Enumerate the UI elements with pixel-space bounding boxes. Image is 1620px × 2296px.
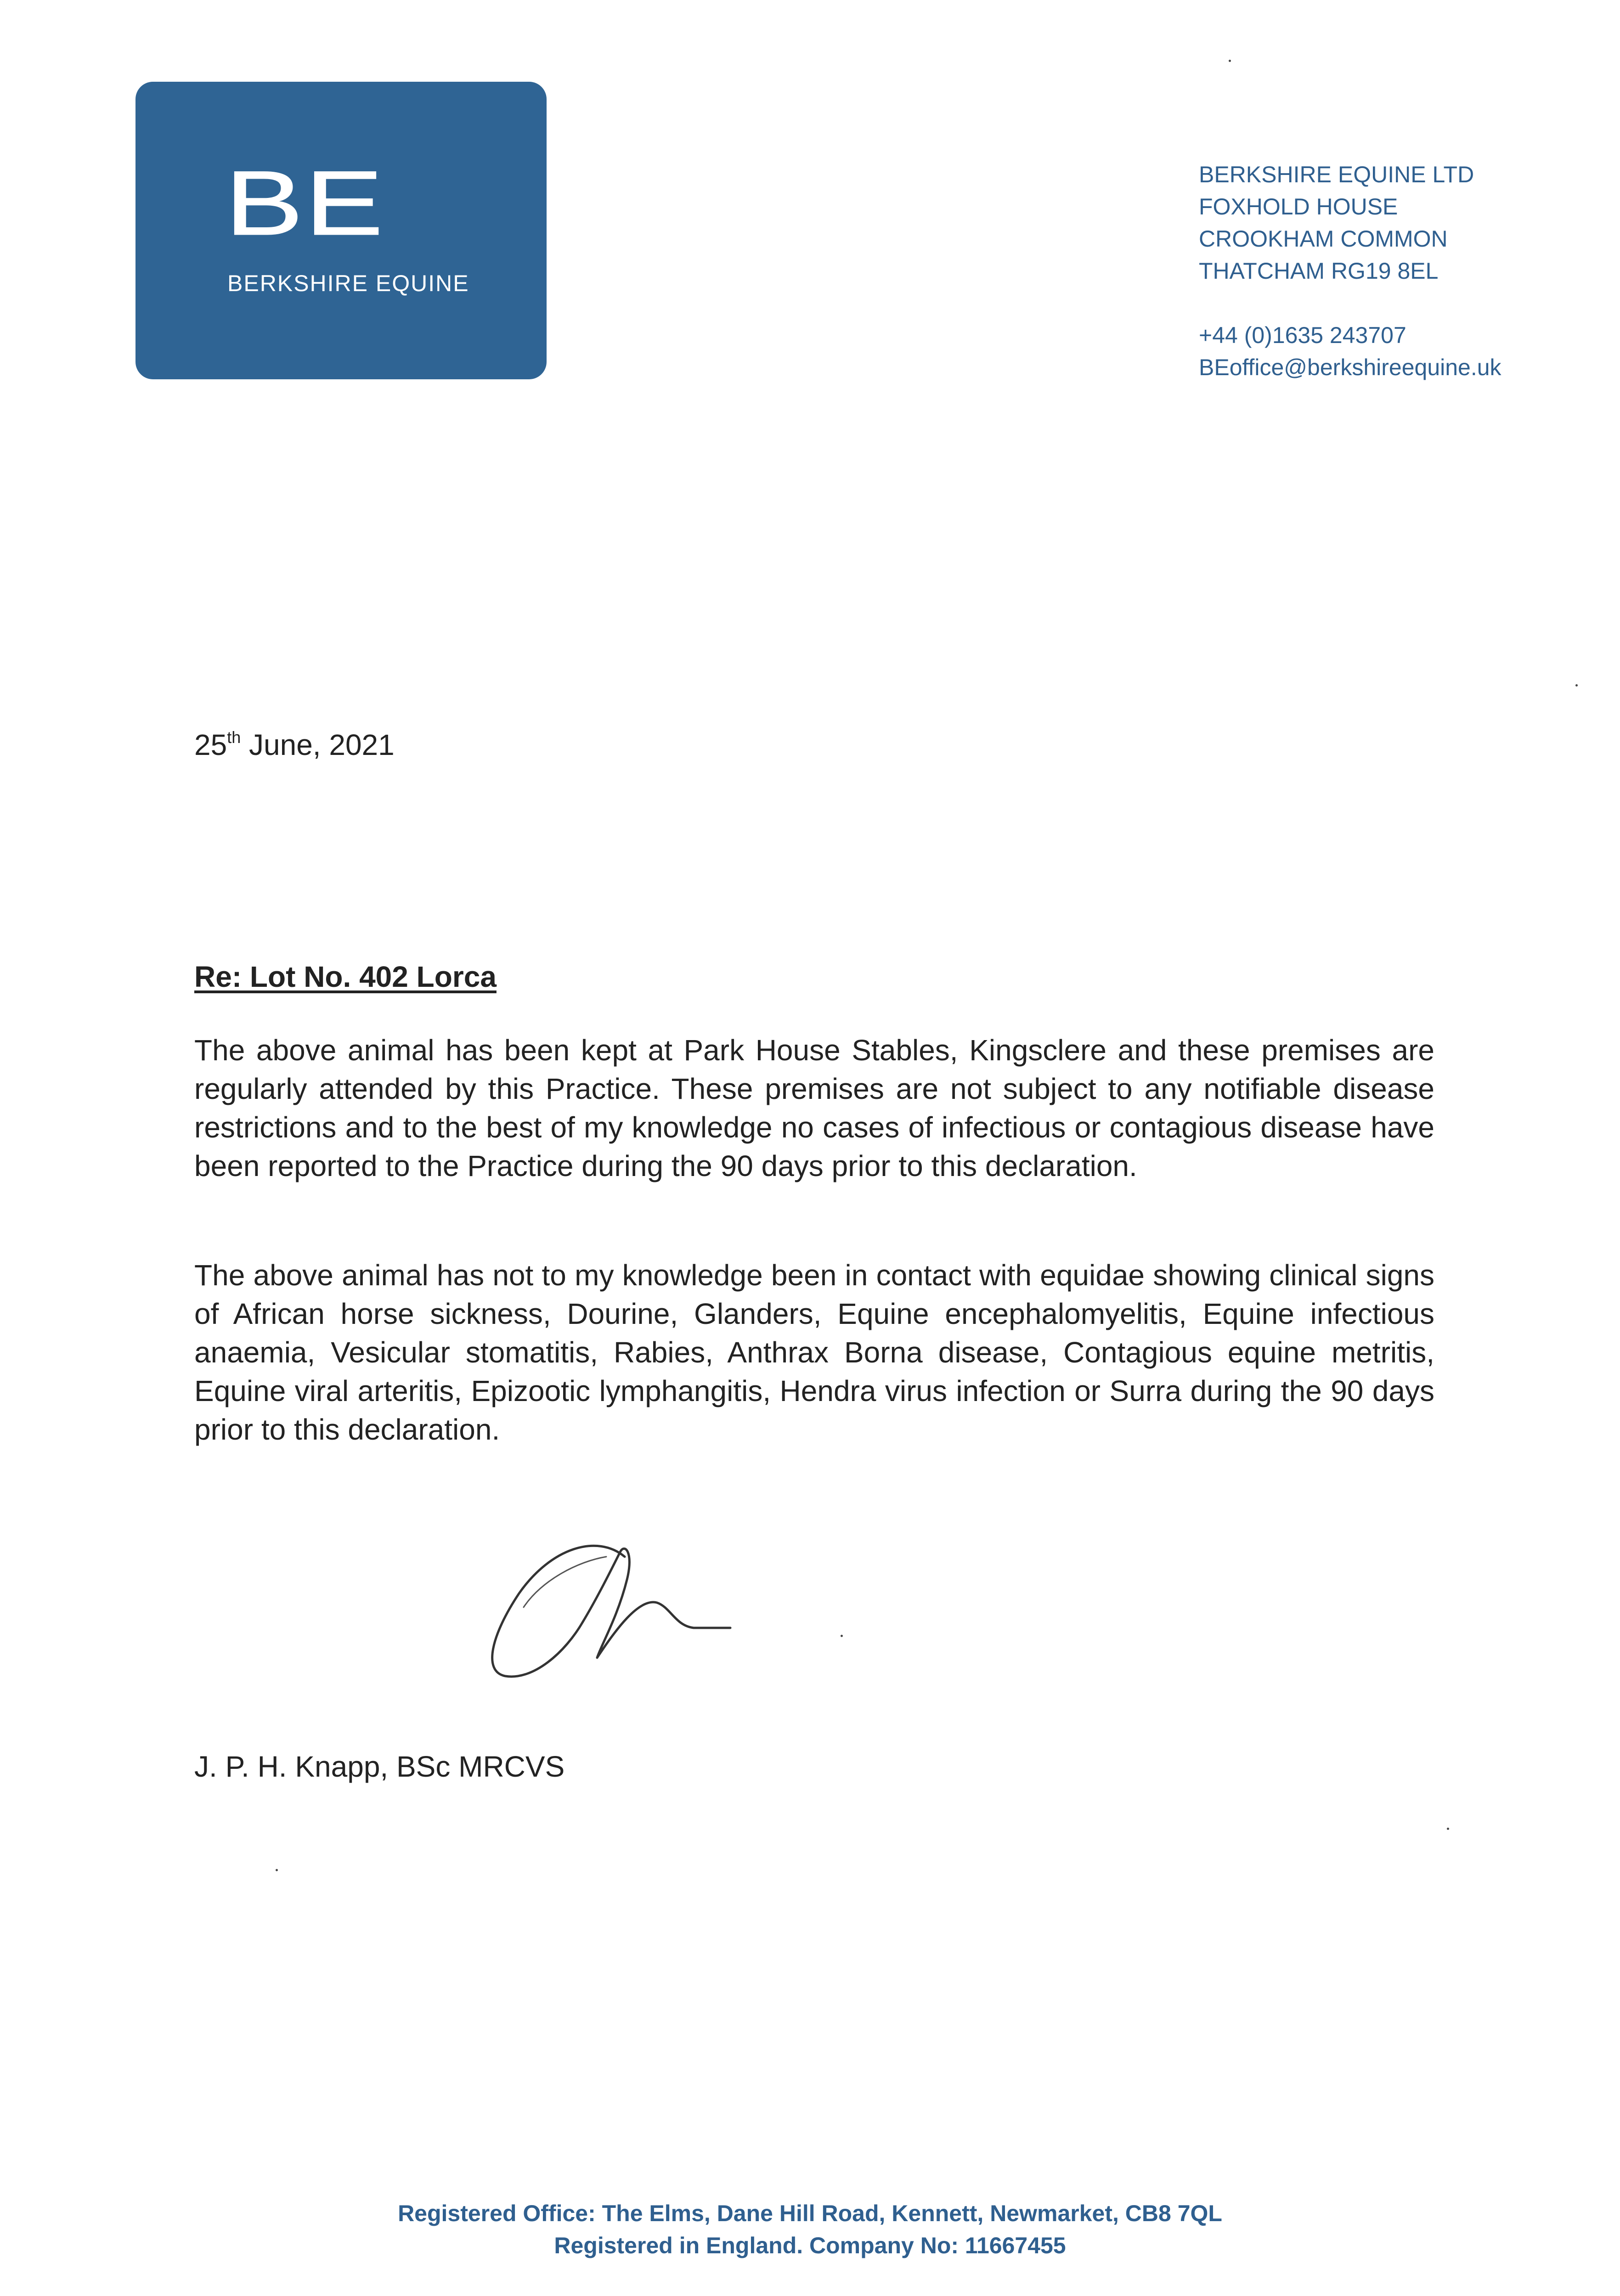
handwritten-signature [473, 1525, 864, 1699]
logo-name: BERKSHIRE EQUINE [227, 270, 469, 296]
letter-date [194, 728, 395, 762]
logo-mark: BE [225, 152, 385, 254]
address-line: CROOKHAM COMMON [1199, 226, 1448, 252]
company-address [1199, 158, 1520, 383]
company-logo [135, 82, 547, 379]
registered-office-footer [0, 2197, 1620, 2262]
address-line: BERKSHIRE EQUINE LTD [1199, 162, 1474, 187]
address-line: FOXHOLD HOUSE [1199, 194, 1398, 219]
letter-subject: Re: Lot No. 402 Lorca [194, 960, 497, 993]
footer-line-2: Registered in England. Company No: 11667455 [554, 2233, 1066, 2258]
phone-number: +44 (0)1635 243707 [1199, 322, 1406, 348]
date-day: 25 [194, 728, 227, 761]
scan-speck [841, 1635, 843, 1637]
scan-speck [276, 1869, 278, 1871]
signatory-name: J. P. H. Knapp, BSc MRCVS [194, 1750, 565, 1783]
email-address: BEoffice@berkshireequine.uk [1199, 355, 1501, 380]
scan-speck [1447, 1828, 1449, 1830]
scan-speck [1575, 684, 1578, 687]
date-suffix: th [227, 728, 241, 747]
scan-speck [1229, 60, 1231, 62]
address-line: THATCHAM RG19 8EL [1199, 258, 1439, 284]
date-month-year: June, 2021 [241, 728, 395, 761]
footer-line-1: Registered Office: The Elms, Dane Hill Road, Kennett, Newmarket, CB8 7QL [398, 2200, 1222, 2226]
body-paragraph-1: The above animal has been kept at Park House Stables, Kingsclere and these premises are regularly attended by this Practice. These premises are not subject to any notifiable disease restrictions and to the best of my knowledge no cases of infectious or contagious disease have been reported to the Practice during the 90 days prior to this declaration. [194, 1034, 1434, 1182]
body-paragraph-2: The above animal has not to my knowledge been in contact with equidae showing clinical signs of African horse sickness, Dourine, Glanders, Equine encephalomyelitis, Equine infectious anaemia, Vesicular stomatitis, Rabies, Anthrax Borna disease, Contagious equine metritis, Equine viral arteritis, Epizootic lymphangitis, Hendra virus infection or Surra during the 90 days prior to this declaration. [194, 1259, 1434, 1446]
